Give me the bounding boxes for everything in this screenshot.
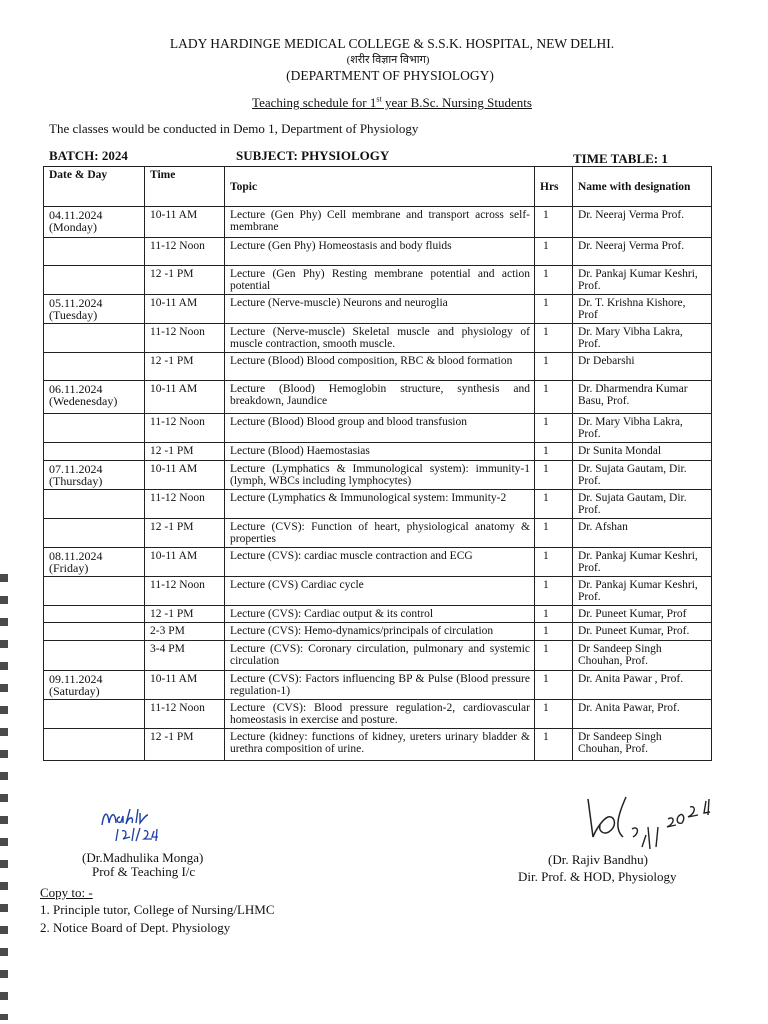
day-text: (Friday)	[49, 561, 89, 575]
table-row	[44, 490, 712, 519]
hrs-cell: 1	[535, 238, 573, 266]
faculty-name-cell: Dr. Pankaj Kumar Keshri, Prof.	[573, 548, 712, 577]
date-day-cell	[44, 207, 145, 238]
time-cell: 12 -1 PM	[145, 443, 225, 461]
time-cell: 10-11 AM	[145, 548, 225, 577]
topic-cell: Lecture (Blood) Blood composition, RBC & blood formation	[225, 353, 535, 381]
date-day-cell	[44, 700, 145, 729]
day-text: (Tuesday)	[49, 308, 98, 322]
topic-cell: Lecture (Blood) Hemoglobin structure, synthesis and breakdown, Jaundice	[225, 381, 535, 414]
faculty-name-cell: Dr. Anita Pawar, Prof.	[573, 700, 712, 729]
date-day-cell	[44, 606, 145, 623]
table-row	[44, 519, 712, 548]
hrs-cell: 1	[535, 729, 573, 761]
date-day-cell	[44, 671, 145, 700]
date-text: 07.11.2024	[49, 462, 103, 476]
hrs-cell: 1	[535, 414, 573, 443]
date-day-cell	[44, 548, 145, 577]
date-text: 04.11.2024	[49, 208, 103, 222]
topic-cell: Lecture (Gen Phy) Cell membrane and transport across self-membrane	[225, 207, 535, 238]
time-cell: 10-11 AM	[145, 671, 225, 700]
hrs-cell: 1	[535, 548, 573, 577]
table-row	[44, 353, 712, 381]
time-cell: 12 -1 PM	[145, 729, 225, 761]
institution-title: LADY HARDINGE MEDICAL COLLEGE & S.S.K. HOSPITAL, NEW DELHI.	[169, 36, 615, 51]
time-cell: 11-12 Noon	[145, 324, 225, 353]
table-row	[44, 461, 712, 490]
faculty-name-cell: Dr Sandeep Singh Chouhan, Prof.	[573, 641, 712, 671]
right-signatory-name: (Dr. Rajiv Bandhu)	[548, 852, 649, 867]
table-row	[44, 671, 712, 700]
date-day-cell	[44, 729, 145, 761]
time-cell: 11-12 Noon	[145, 238, 225, 266]
topic-cell: Lecture (Lymphatics & Immunological system: Immunity-2	[225, 490, 535, 519]
date-day-cell	[44, 519, 145, 548]
venue-note: The classes would be conducted in Demo 1, Department of Physiology	[49, 121, 419, 136]
topic-cell: Lecture (Blood) Blood group and blood transfusion	[225, 414, 535, 443]
date-day-cell	[44, 381, 145, 414]
topic-cell: Lecture (CVS): Hemo-dynamics/principals of circulation	[225, 623, 535, 641]
date-day-cell	[44, 414, 145, 443]
faculty-name-cell: Dr Sunita Mondal	[573, 443, 712, 461]
hrs-cell: 1	[535, 671, 573, 700]
timetable-label: TIME TABLE: 1	[573, 151, 668, 166]
day-text: (Wedenesday)	[49, 394, 118, 408]
table-row	[44, 606, 712, 623]
time-cell: 11-12 Noon	[145, 577, 225, 606]
topic-cell: Lecture (CVS) Cardiac cycle	[225, 577, 535, 606]
topic-cell: Lecture (CVS): Function of heart, physiological anatomy & properties	[225, 519, 535, 548]
date-day-cell	[44, 623, 145, 641]
time-cell: 10-11 AM	[145, 295, 225, 324]
topic-cell: Lecture (CVS): cardiac muscle contraction and ECG	[225, 548, 535, 577]
department-title: (DEPARTMENT OF PHYSIOLOGY)	[286, 68, 494, 83]
scan-edge-artifact	[0, 560, 8, 1020]
madhulika-signature-image	[96, 803, 176, 843]
topic-cell: Lecture (Lymphatics & Immunological system): immunity-1 (lymph, WBCs including lymphocytes)	[225, 461, 535, 490]
topic-cell: Lecture (Nerve-muscle) Skeletal muscle and physiology of muscle contraction, smooth muscle.	[225, 324, 535, 353]
date-day-cell	[44, 577, 145, 606]
time-cell: 12 -1 PM	[145, 266, 225, 295]
faculty-name-cell: Dr. Neeraj Verma Prof.	[573, 238, 712, 266]
faculty-name-cell: Dr. Mary Vibha Lakra, Prof.	[573, 324, 712, 353]
copy-to-item: 2. Notice Board of Dept. Physiology	[40, 920, 231, 935]
time-cell: 10-11 AM	[145, 207, 225, 238]
faculty-name-cell: Dr Debarshi	[573, 353, 712, 381]
topic-cell: Lecture (Gen Phy) Resting membrane potential and action potential	[225, 266, 535, 295]
time-cell: 3-4 PM	[145, 641, 225, 671]
hrs-cell: 1	[535, 266, 573, 295]
left-signatory-designation: Prof & Teaching I/c	[92, 864, 196, 879]
header-time: Time	[145, 167, 225, 207]
time-cell: 11-12 Noon	[145, 700, 225, 729]
hrs-cell: 1	[535, 461, 573, 490]
table-row	[44, 295, 712, 324]
table-row	[44, 266, 712, 295]
table-row	[44, 238, 712, 266]
date-day-cell	[44, 641, 145, 671]
hrs-cell: 1	[535, 519, 573, 548]
schedule-title	[8, 95, 768, 111]
date-text: 06.11.2024	[49, 382, 103, 396]
date-day-cell	[44, 238, 145, 266]
right-signatory-designation: Dir. Prof. & HOD, Physiology	[518, 869, 677, 884]
faculty-name-cell: Dr. Afshan	[573, 519, 712, 548]
time-cell: 11-12 Noon	[145, 414, 225, 443]
topic-cell: Lecture (kidney: functions of kidney, ureters urinary bladder & urethra composition of urine.	[225, 729, 535, 761]
copy-to-label: Copy to: -	[40, 885, 93, 900]
topic-cell: Lecture (CVS): Coronary circulation, pulmonary and systemic circulation	[225, 641, 535, 671]
faculty-name-cell: Dr. Puneet Kumar, Prof.	[573, 623, 712, 641]
table-row	[44, 577, 712, 606]
faculty-name-cell: Dr. Puneet Kumar, Prof	[573, 606, 712, 623]
faculty-name-cell: Dr. Neeraj Verma Prof.	[573, 207, 712, 238]
day-text: (Monday)	[49, 220, 97, 234]
hrs-cell: 1	[535, 381, 573, 414]
topic-cell: Lecture (CVS): Factors influencing BP & Pulse (Blood pressure regulation-1)	[225, 671, 535, 700]
hrs-cell: 1	[535, 641, 573, 671]
date-day-cell	[44, 266, 145, 295]
faculty-name-cell: Dr. Sujata Gautam, Dir. Prof.	[573, 461, 712, 490]
time-cell: 10-11 AM	[145, 381, 225, 414]
table-row	[44, 623, 712, 641]
time-cell: 12 -1 PM	[145, 606, 225, 623]
hrs-cell: 1	[535, 606, 573, 623]
time-cell: 12 -1 PM	[145, 353, 225, 381]
hrs-cell: 1	[535, 353, 573, 381]
faculty-name-cell: Dr Sandeep Singh Chouhan, Prof.	[573, 729, 712, 761]
topic-cell: Lecture (CVS): Blood pressure regulation-2, cardiovascular homeostasis in exercise and posture.	[225, 700, 535, 729]
date-day-cell	[44, 443, 145, 461]
date-text: 05.11.2024	[49, 296, 103, 310]
header-hrs: Hrs	[535, 167, 573, 207]
day-text: (Thursday)	[49, 474, 103, 488]
date-text: 09.11.2024	[49, 672, 103, 686]
header-date-day: Date & Day	[44, 167, 145, 207]
faculty-name-cell: Dr. Pankaj Kumar Keshri, Prof.	[573, 577, 712, 606]
faculty-name-cell: Dr. Sujata Gautam, Dir. Prof.	[573, 490, 712, 519]
hrs-cell: 1	[535, 700, 573, 729]
day-text: (Saturday)	[49, 684, 100, 698]
faculty-name-cell: Dr. Anita Pawar , Prof.	[573, 671, 712, 700]
table-row	[44, 548, 712, 577]
faculty-name-cell: Dr. Dharmendra Kumar Basu, Prof.	[573, 381, 712, 414]
hrs-cell: 1	[535, 324, 573, 353]
hindi-department-title: (शरीर विज्ञान विभाग)	[346, 54, 430, 66]
table-row	[44, 207, 712, 238]
date-day-cell	[44, 461, 145, 490]
hrs-cell: 1	[535, 490, 573, 519]
topic-cell: Lecture (CVS): Cardiac output & its control	[225, 606, 535, 623]
copy-to-item: 1. Principle tutor, College of Nursing/LHMC	[40, 902, 275, 917]
table-row	[44, 381, 712, 414]
hrs-cell: 1	[535, 443, 573, 461]
faculty-name-cell: Dr. T. Krishna Kishore, Prof	[573, 295, 712, 324]
left-signatory-name: (Dr.Madhulika Monga)	[82, 850, 204, 865]
date-text: 08.11.2024	[49, 549, 103, 563]
time-cell: 10-11 AM	[145, 461, 225, 490]
topic-cell: Lecture (Gen Phy) Homeostasis and body fluids	[225, 238, 535, 266]
schedule-table	[43, 166, 712, 761]
table-row	[44, 700, 712, 729]
batch-label: BATCH: 2024	[49, 148, 128, 163]
faculty-name-cell: Dr. Mary Vibha Lakra, Prof.	[573, 414, 712, 443]
header-name: Name with designation	[573, 167, 712, 207]
time-cell: 2-3 PM	[145, 623, 225, 641]
table-row	[44, 324, 712, 353]
faculty-name-cell: Dr. Pankaj Kumar Keshri, Prof.	[573, 266, 712, 295]
date-day-cell	[44, 324, 145, 353]
topic-cell: Lecture (Nerve-muscle) Neurons and neuroglia	[225, 295, 535, 324]
table-row	[44, 641, 712, 671]
rajiv-bandhu-signature-image	[568, 795, 733, 855]
schedule-title-text: Teaching schedule for 1st year B.Sc. Nursing Students	[252, 95, 532, 111]
table-row	[44, 414, 712, 443]
table-row	[44, 443, 712, 461]
topic-cell: Lecture (Blood) Haemostasias	[225, 443, 535, 461]
date-day-cell	[44, 490, 145, 519]
date-day-cell	[44, 353, 145, 381]
hrs-cell: 1	[535, 623, 573, 641]
subject-label: SUBJECT: PHYSIOLOGY	[236, 148, 390, 163]
hrs-cell: 1	[535, 577, 573, 606]
time-cell: 11-12 Noon	[145, 490, 225, 519]
header-topic: Topic	[225, 167, 535, 207]
hrs-cell: 1	[535, 295, 573, 324]
hrs-cell: 1	[535, 207, 573, 238]
date-day-cell	[44, 295, 145, 324]
table-row	[44, 729, 712, 761]
time-cell: 12 -1 PM	[145, 519, 225, 548]
